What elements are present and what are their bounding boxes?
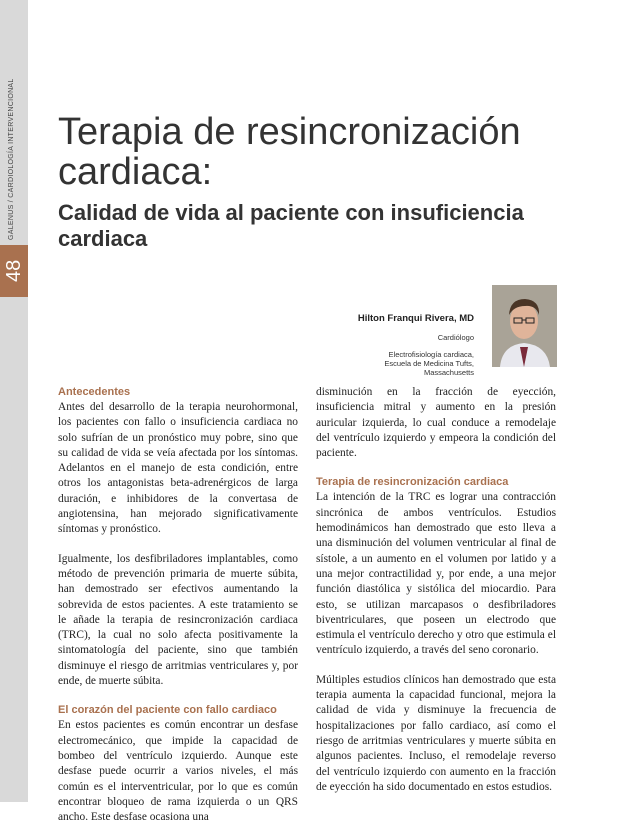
section-heading: Antecedentes	[58, 386, 131, 398]
author-affiliation-line: Massachusetts	[423, 368, 474, 377]
paragraph: Antes del desarrollo de la terapia neurohormonal, los pacientes con fallo o insuficiencia cardiaca no solo sufrían de un pronóstico muy pobre, sino que su calidad de vida se veía afectada por los síntomas. Adelantos en el manejo de esta condición, entre otros los antagonistas beta-adrenérgicos de larga duración, e inhibidores de la convertasa de angiotensina, han mejorado significativamente síntomas y pronóstico.	[58, 401, 298, 536]
column-right	[316, 385, 556, 809]
author-affiliation-line: Electrofisiología cardiaca,	[388, 350, 474, 359]
author-affiliation	[254, 350, 474, 377]
paragraph: Igualmente, los desfibriladores implantables, como método de prevención primaria de muerte súbita, han demostrado ser efectivos aumentando la sobrevida de estos pacientes. A este tratamiento se le añade la terapia de resincronización cardiaca (TRC), la cual no solo afecta positivamente la sintomatología del paciente, sino que también disminuye el riesgo de arritmias ventriculares y, por ende, de muerte súbita.	[58, 552, 298, 688]
paragraph: La intención de la TRC es lograr una contracción sincrónica de ambos ventrículos. Estudios hemodinámicos han demostrado que esto lleva a una disminución del volumen ventricular al final de sístole, a un aumento en el volumen por latido y a una mejor contractilidad y, por ende, a una mejor función diastólica y sistólica del miocardio. Para esto, se utilizan marcapasos o desfibriladores biventriculares, que poseen un electrodo que estimula el ventrículo derecho y otro que estimula el ventrículo izquierdo, a través del seno coronario.	[316, 491, 556, 657]
paragraph: Múltiples estudios clínicos han demostrado que esta terapia aumenta la capacidad funcional, mejora la calidad de vida y disminuye la frecuencia de hospitalizaciones por fallo cardiaco, así como el riesgo de arritmias ventriculares y muerte súbita en algunos pacientes. Incluso, el remodelaje reverso del ventrículo izquierdo con aumento en la fracción de eyección ha sido documentado en estos estudios.	[316, 673, 556, 793]
paragraph: disminución en la fracción de eyección, insuficiencia mitral y aumento en la presión auricular izquierda, lo cual conduce a remodelaje del ventrículo izquierdo y empeora la condición del paciente.	[316, 386, 556, 460]
author-block	[254, 313, 474, 377]
author-photo	[492, 285, 557, 367]
author-role: Cardiólogo	[437, 333, 474, 342]
section-heading: El corazón del paciente con fallo cardiaco	[58, 704, 277, 717]
author-affiliation-line: Escuela de Medicina Tufts,	[384, 359, 474, 368]
paragraph: En estos pacientes es común encontrar un desfase electromecánico, que impide la capacidad de bombeo del ventrículo izquierdo. Aunque este desfase puede ocurrir a varios niveles, el más común es el interventricular, por lo que es común encontrar bloqueo de rama izquierda o un QRS ancho. Este desfase ocasiona una	[58, 719, 298, 824]
running-head: GALENUS / CARDIOLOGÍA INTERVENCIONAL	[8, 78, 15, 240]
article-title: Terapia de resincronización cardiaca:	[58, 111, 521, 193]
article-subtitle: Calidad de vida al paciente con insuficiencia cardiaca	[58, 200, 524, 251]
section-heading: Terapia de resincronización cardiaca	[316, 476, 509, 489]
author-name: Hilton Franqui Rivera, MD	[357, 313, 474, 324]
page-number: 48	[3, 259, 25, 283]
column-left	[58, 385, 298, 839]
